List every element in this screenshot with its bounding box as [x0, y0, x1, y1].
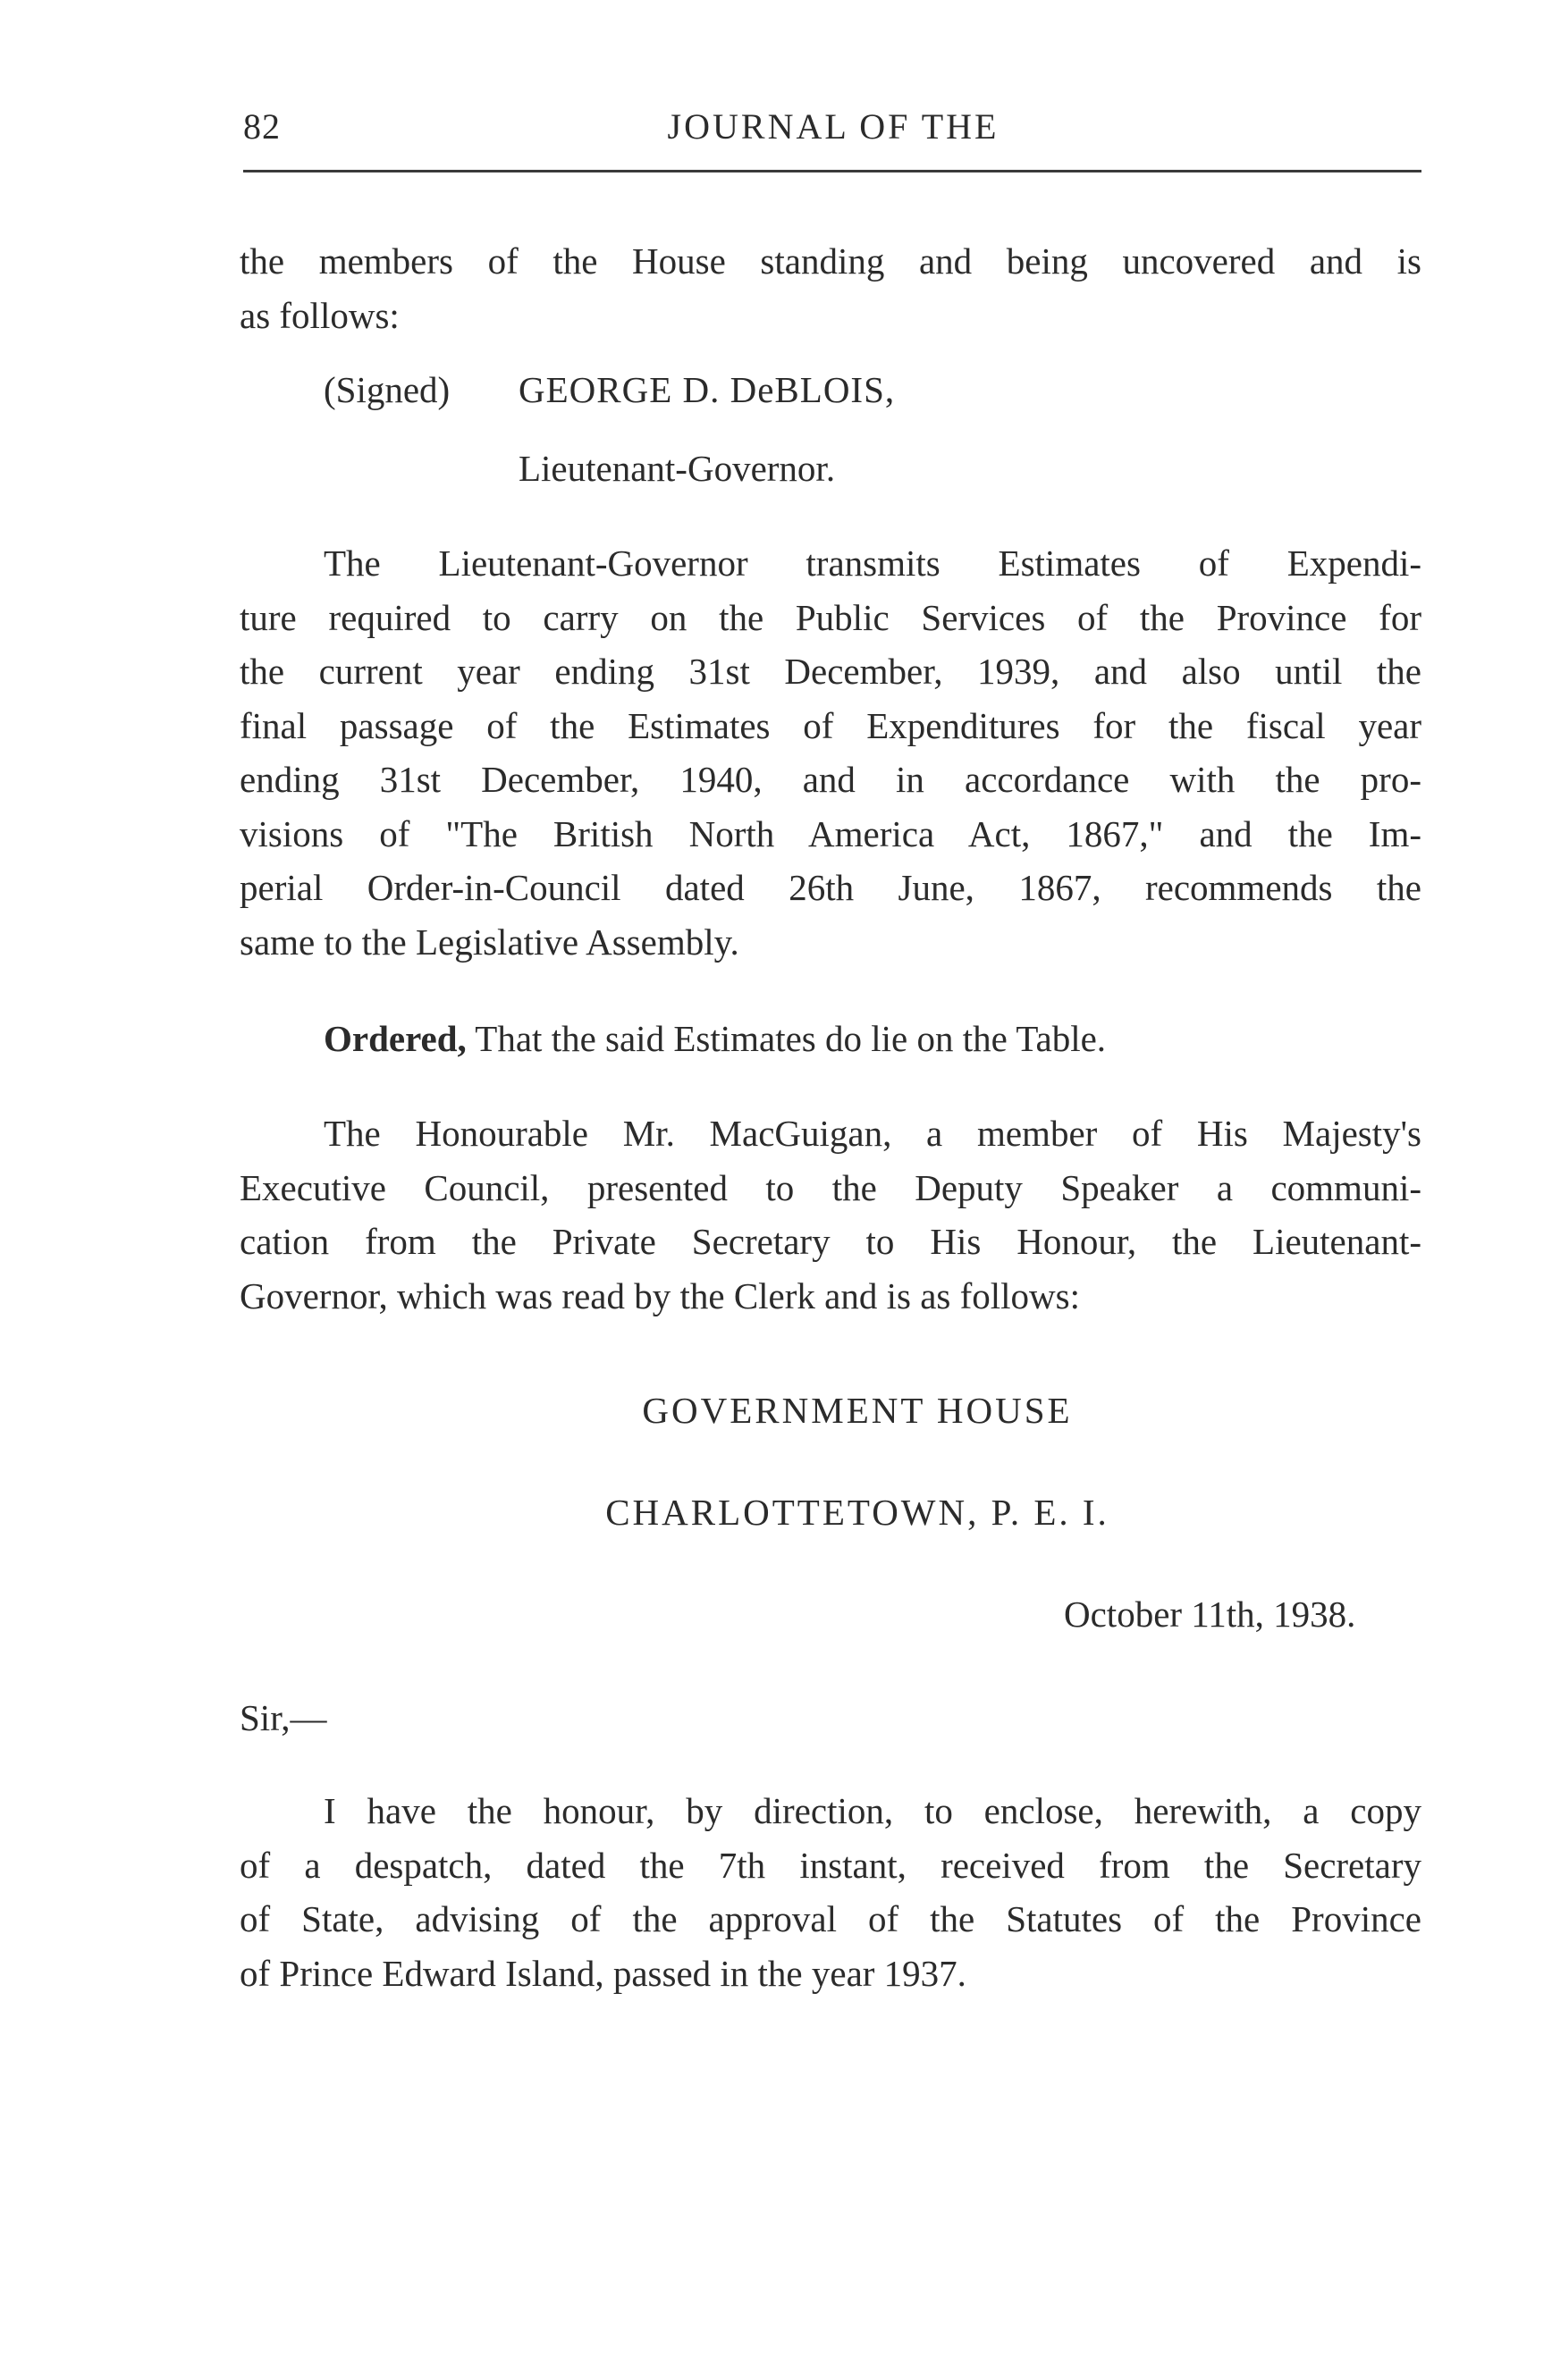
estimates-paragraph — [240, 536, 1421, 969]
communication-line: Governor, which was read by the Clerk and is as follows: — [240, 1274, 1080, 1316]
letter-body-line: I have the honour, by direction, to enclose, herewith, a copy — [324, 1790, 1421, 1831]
signatory-name: GEORGE D. DeBLOIS, — [519, 369, 896, 410]
page-header — [243, 105, 1423, 159]
communication-line: Executive Council, presented to the Deputy Speaker a communi- — [240, 1166, 1421, 1208]
page-number: 82 — [243, 106, 281, 147]
communication-line: The Honourable Mr. MacGuigan, a member of His Majesty's — [324, 1113, 1421, 1154]
letter-body-line: of a despatch, dated the 7th instant, received from the Secretary — [240, 1844, 1421, 1886]
letter-date: October 11th, 1938. — [1064, 1594, 1356, 1635]
opening-paragraph — [240, 234, 1421, 342]
estimates-line: visions of "The British North America Act, 1867," and the Im- — [240, 812, 1421, 854]
communication-paragraph — [240, 1106, 1421, 1323]
ordered-line — [324, 1012, 1106, 1065]
letter-address-line-2: CHARLOTTETOWN, P. E. I. — [605, 1492, 1109, 1533]
estimates-line: final passage of the Estimates of Expenditures for the fiscal year — [240, 704, 1421, 746]
letter-salutation: Sir,— — [240, 1697, 327, 1738]
opening-line: the members of the House standing and being uncovered and is — [240, 240, 1421, 282]
communication-line: cation from the Private Secretary to His Honour, the Lieutenant- — [240, 1221, 1421, 1262]
estimates-line: same to the Legislative Assembly. — [240, 921, 739, 963]
ordered-text: That the said Estimates do lie on the Table. — [466, 1018, 1107, 1059]
estimates-line: perial Order-in-Council dated 26th June, 1867, recommends the — [240, 867, 1421, 908]
letter-address-line-1: GOVERNMENT HOUSE — [642, 1390, 1073, 1431]
letter-body-line: of State, advising of the approval of the Statutes of the Province — [240, 1898, 1421, 1939]
estimates-line: The Lieutenant-Governor transmits Estimates of Expendi- — [324, 542, 1421, 584]
opening-line: as follows: — [240, 294, 400, 336]
header-rule — [243, 170, 1421, 172]
ordered-label: Ordered, — [324, 1018, 467, 1059]
running-head: JOURNAL OF THE — [667, 106, 1000, 147]
signatory-title: Lieutenant-Governor. — [519, 448, 836, 489]
estimates-line: ending 31st December, 1940, and in accordance with the pro- — [240, 759, 1421, 800]
estimates-line: ture required to carry on the Public Services of the Province for — [240, 596, 1421, 638]
letter-body — [240, 1784, 1421, 2000]
letter-body-line: of Prince Edward Island, passed in the year 1937. — [240, 1952, 966, 1994]
estimates-line: the current year ending 31st December, 1939, and also until the — [240, 651, 1421, 692]
signed-label: (Signed) — [324, 369, 451, 410]
